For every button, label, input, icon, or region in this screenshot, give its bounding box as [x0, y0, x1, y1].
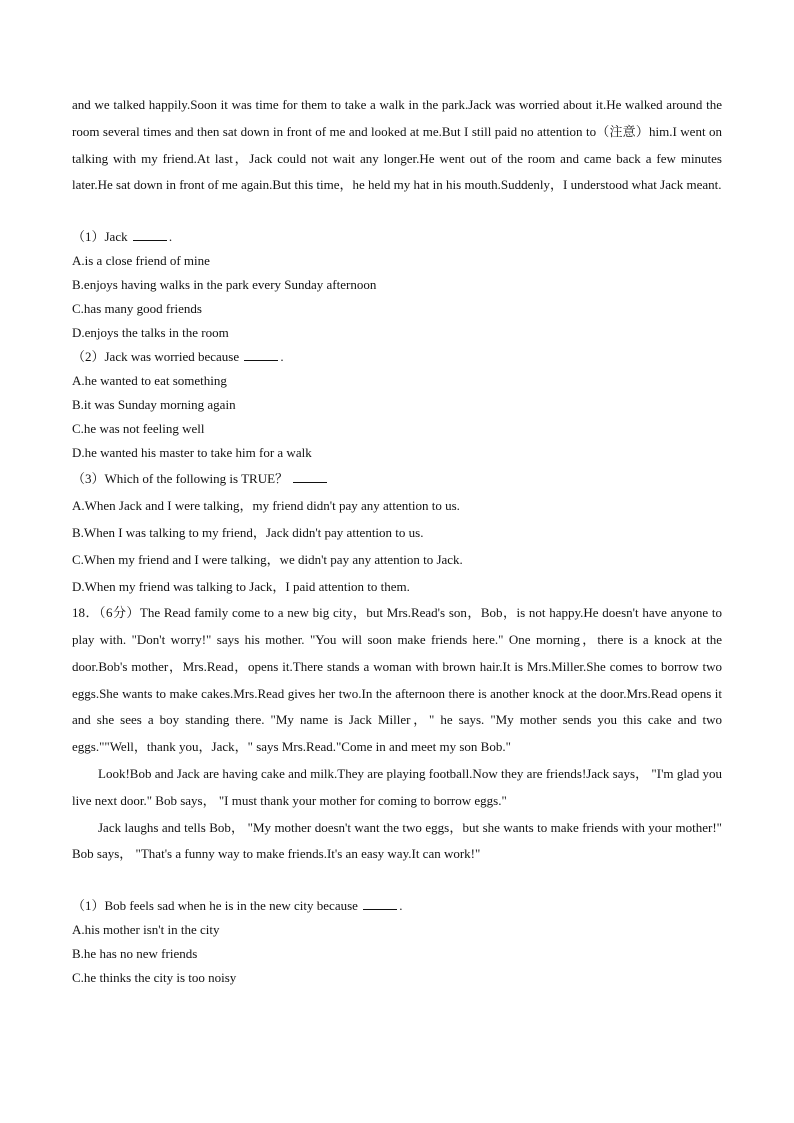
option-b: B.enjoys having walks in the park every Sunday afternoon — [72, 277, 377, 293]
question-stem-end: . — [168, 229, 173, 245]
answer-blank[interactable] — [244, 348, 278, 361]
option-c: C.When my friend and I were talking，we didn't pay any attention to Jack. — [72, 552, 463, 568]
spacer — [72, 868, 722, 894]
option-b: B.When I was talking to my friend，Jack didn't pay attention to us. — [72, 525, 424, 541]
question-1-2 — [72, 345, 722, 465]
question-stem — [72, 345, 722, 369]
option-c: C.he thinks the city is too noisy — [72, 970, 237, 986]
passage1-paragraph: and we talked happily.Soon it was time for them to take a walk in the park.Jack was worried about it.He walked around the room several times and then sat down in front of me and looked at me.But I still paid no attention to（注意）him.I went on talking with my friend.At last，Jack could not wait any longer.He went out of the room and came back a few minutes later.He sat down in front of me again.But this time，he held my hat in his mouth.Suddenly，I understood what Jack meant. — [72, 97, 722, 193]
option-d: D.When my friend was talking to Jack，I paid attention to them. — [72, 579, 410, 595]
question-stem-text: （3）Which of the following is TRUE？ — [72, 471, 292, 487]
answer-blank[interactable] — [293, 470, 327, 483]
option-b: B.he has no new friends — [72, 946, 198, 962]
question-stem-text: （2）Jack was worried because — [72, 349, 243, 365]
question-stem — [72, 225, 722, 249]
passage2-paragraph-3: Jack laughs and tells Bob， "My mother doesn't want the two eggs，but she wants to make friends with your mother!" Bob says， "That's a funny way to make friends.It's an easy way.It can work!" — [72, 819, 722, 862]
question-stem-text: （1）Bob feels sad when he is in the new city because — [72, 898, 362, 914]
passage2-paragraph-2: Look!Bob and Jack are having cake and milk.They are playing football.Now they are friends!Jack says， "I'm glad you live next door." Bob says， "I must thank your mother for coming to borrow eggs." — [72, 765, 722, 808]
answer-blank[interactable] — [363, 897, 397, 910]
passage2-paragraph-1: 18．（6分）The Read family come to a new big city，but Mrs.Read's son，Bob，is not happy.He doesn't have anyone to play with. "Don't worry!" says his mother. "You will soon make friends here." One morning，there is a knock at the door.Bob's mother，Mrs.Read，opens it.There stands a woman with brown hair.It is Mrs.Miller.She comes to borrow two eggs.She wants to make cakes.Mrs.Read gives her two.In the afternoon there is another knock at the door.Mrs.Read opens it and she sees a boy standing there. "My name is Jack Miller，" he says. "My mother sends you this cake and two eggs.""Well，thank you，Jack，" says Mrs.Read."Come in and meet my son Bob." — [72, 605, 722, 755]
option-c: C.has many good friends — [72, 301, 202, 317]
option-d: D.he wanted his master to take him for a walk — [72, 445, 312, 461]
option-d: D.enjoys the talks in the room — [72, 325, 229, 341]
option-a: A.his mother isn't in the city — [72, 922, 220, 938]
page-content — [72, 92, 722, 990]
question-1-1 — [72, 225, 722, 345]
question-stem — [72, 465, 722, 492]
answer-blank[interactable] — [133, 228, 167, 241]
option-a: A.he wanted to eat something — [72, 373, 227, 389]
question-stem-text: （1）Jack — [72, 229, 131, 245]
question-stem — [72, 894, 722, 918]
option-c: C.he was not feeling well — [72, 421, 205, 437]
option-b: B.it was Sunday morning again — [72, 397, 236, 413]
question-stem-end: . — [399, 898, 403, 914]
question-stem-end: . — [280, 349, 284, 365]
option-a: A.When Jack and I were talking，my friend didn't pay any attention to us. — [72, 498, 460, 514]
spacer — [72, 199, 722, 225]
question-2-1 — [72, 894, 722, 990]
question-1-3 — [72, 465, 722, 600]
option-a: A.is a close friend of mine — [72, 253, 210, 269]
